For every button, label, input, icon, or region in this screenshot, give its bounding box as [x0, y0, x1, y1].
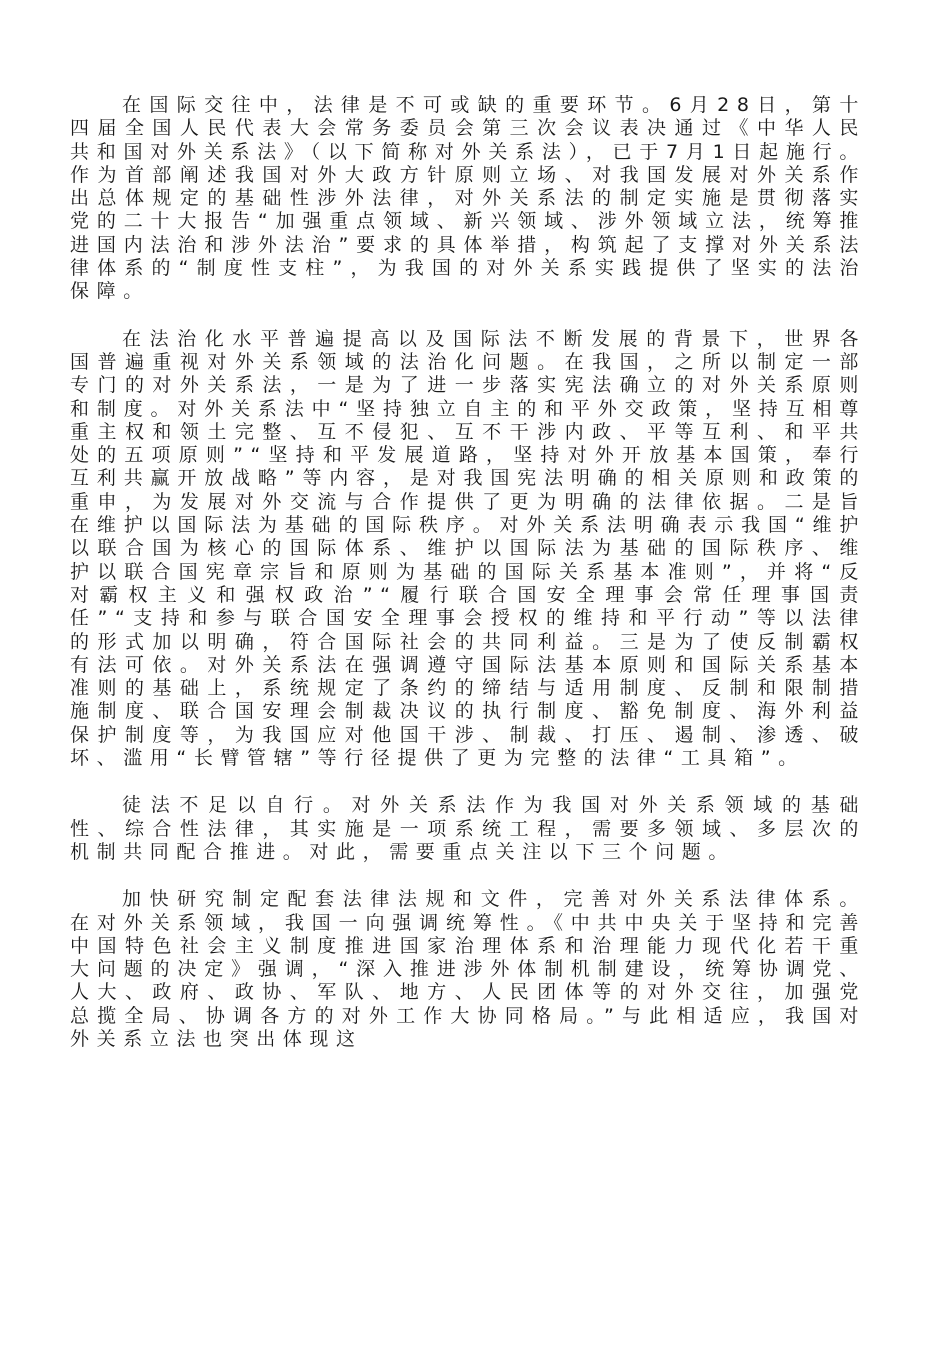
- paragraph-intro: 在国际交往中，法律是不可或缺的重要环节。6月28日，第十四届全国人民代表大会常务委员会第三次会议表决通过《中华人民共和国对外关系法》（以下简称对外关系法），已于7月1日起施行。作为首部阐述我国对外大政方针原则立场、对我国发展对外关系作出总体规定的基础性涉外法律，对外关系法的制定实施是贯彻落实党的二十大报告“加强重点领域、新兴领域、涉外领域立法，统筹推进国内法治和涉外法治”要求的具体举措，构筑起了支撑对外关系法律体系的“制度性支柱”，为我国的对外关系实践提供了坚实的法治保障。: [70, 94, 866, 303]
- paragraph-legal-system: 加快研究制定配套法律法规和文件，完善对外关系法律体系。在对外关系领域，我国一向强调统筹性。《中共中央关于坚持和完善中国特色社会主义制度推进国家治理体系和治理能力现代化若干重大问题的决定》强调，“深入推进涉外体制机制建设，统筹协调党、人大、政府、政协、军队、地方、人民团体等的对外交往，加强党总揽全局、协调各方的对外工作大协同格局。”与此相适应，我国对外关系立法也突出体现这: [70, 888, 866, 1050]
- paragraph-implementation: 徒法不足以自行。对外关系法作为我国对外关系领域的基础性、综合性法律，其实施是一项系统工程，需要多领域、多层次的机制共同配合推进。对此，需要重点关注以下三个问题。: [70, 794, 866, 863]
- document-page: [70, 94, 866, 1075]
- paragraph-background: 在法治化水平普遍提高以及国际法不断发展的背景下，世界各国普遍重视对外关系领域的法治化问题。在我国，之所以制定一部专门的对外关系法，一是为了进一步落实宪法确立的对外关系原则和制度。对外关系法中“坚持独立自主的和平外交政策，坚持互相尊重主权和领土完整、互不侵犯、互不干涉内政、平等互利、和平共处的五项原则”“坚持和平发展道路，坚持对外开放基本国策，奉行互利共赢开放战略”等内容，是对我国宪法明确的相关原则和政策的重申，为发展对外交流与合作提供了更为明确的法律依据。二是旨在维护以国际法为基础的国际秩序。对外关系法明确表示我国“维护以联合国为核心的国际体系、维护以国际法为基础的国际秩序、维护以联合国宪章宗旨和原则为基础的国际关系基本准则”，并将“反对霸权主义和强权政治”“履行联合国安全理事会常任理事国责任”“支持和参与联合国安全理事会授权的维持和平行动”等以法律的形式加以明确，符合国际社会的共同利益。三是为了使反制霸权有法可依。对外关系法在强调遵守国际法基本原则和国际关系基本准则的基础上，系统规定了条约的缔结与适用制度、反制和限制措施制度、联合国安理会制裁决议的执行制度、豁免制度、海外利益保护制度等，为我国应对他国干涉、制裁、打压、遏制、渗透、破坏、滥用“长臂管辖”等行径提供了更为完整的法律“工具箱”。: [70, 327, 866, 770]
